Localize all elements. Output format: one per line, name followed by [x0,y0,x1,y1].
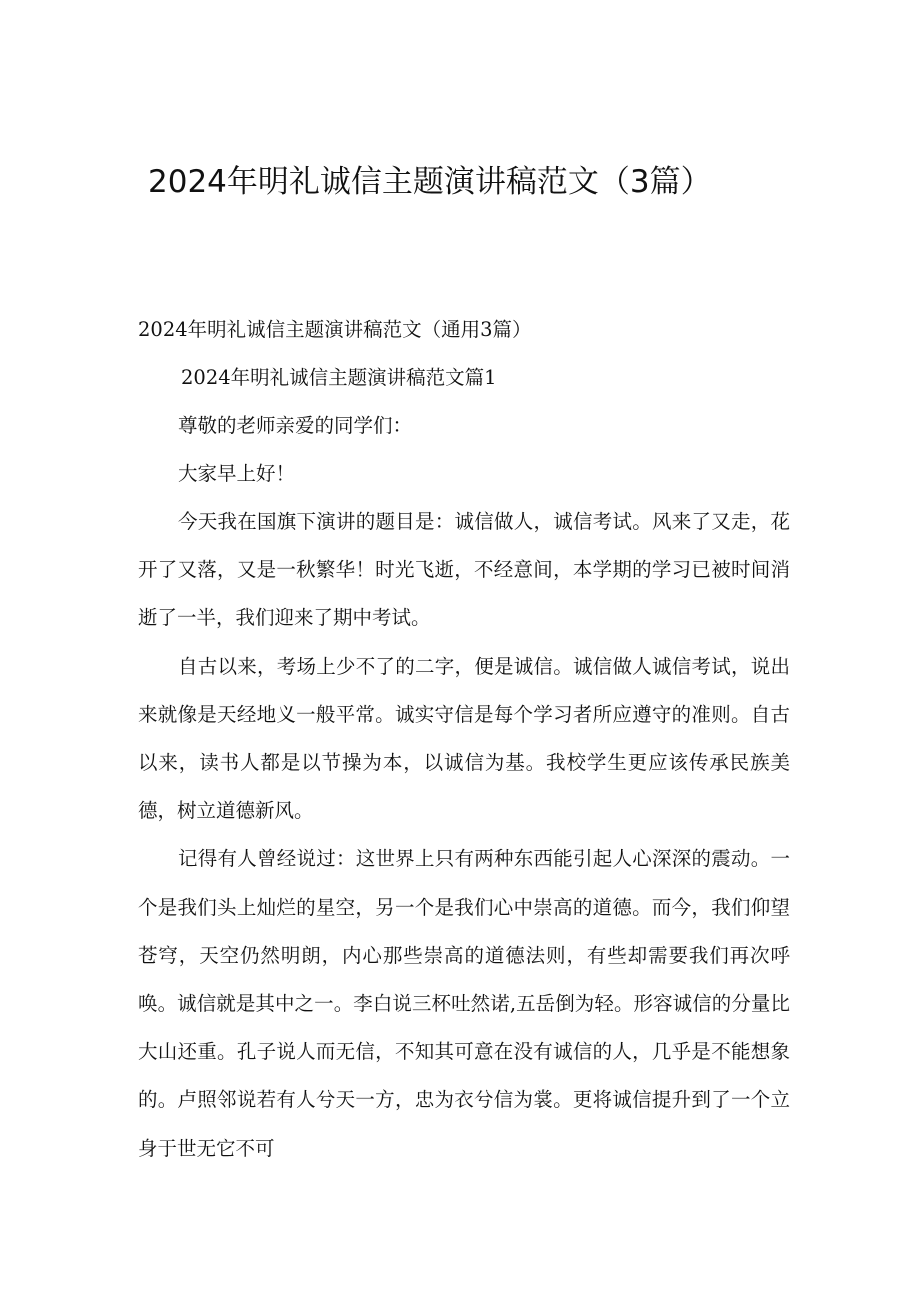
greeting: 大家早上好！ [178,462,296,485]
section-heading: 2024年明礼诚信主题演讲稿范文篇1 [181,366,497,389]
document-subtitle: 2024年明礼诚信主题演讲稿范文（通用3篇） [138,318,532,341]
paragraph-1: 今天我在国旗下演讲的题目是：诚信做人，诚信考试。风来了又走，花开了又落，又是一秋繁华！时光飞逝，不经意间，本学期的学习已被时间消逝了一半，我们迎来了期中考试。 [138,510,790,630]
document-body [138,306,790,1173]
paragraph-2: 自古以来，考场上少不了的二字，便是诚信。诚信做人诚信考试，说出来就像是天经地义一般平常。诚实守信是每个学习者所应遵守的准则。自古以来，读书人都是以节操为本，以诚信为基。我校学生更应该传承民族美德，树立道德新风。 [138,654,790,823]
document-title: 2024年明礼诚信主题演讲稿范文（3篇） [148,164,712,200]
paragraph-3: 记得有人曾经说过：这世界上只有两种东西能引起人心深深的震动。一个是我们头上灿烂的星空，另一个是我们心中崇高的道德。而今，我们仰望苍穹，天空仍然明朗，内心那些崇高的道德法则，有些却需要我们再次呼唤。诚信就是其中之一。李白说三杯吐然诺,五岳倒为轻。形容诚信的分量比大山还重。孔子说人而无信，不知其可意在没有诚信的人，几乎是不能想象的。卢照邻说若有人兮天一方，忠为衣兮信为裳。更将诚信提升到了一个立身于世无它不可 [138,847,790,1160]
salutation: 尊敬的老师亲爱的同学们： [178,414,413,437]
